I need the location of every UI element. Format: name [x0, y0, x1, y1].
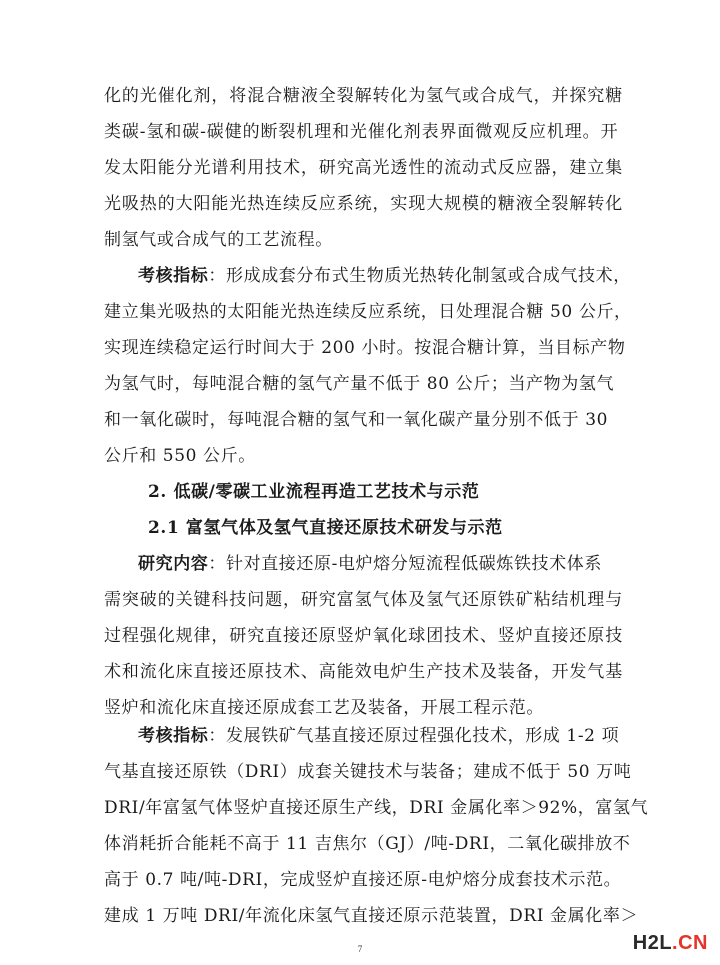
paragraph-photocatalysis [104, 78, 624, 258]
text-line: 化的光催化剂，将混合糖液全裂解转化为氢气或合成气，并探究糖 [104, 86, 624, 106]
text-line: 公斤和 550 公斤。 [104, 446, 256, 466]
text-line: 需突破的关键科技问题，研究富氢气体及氢气还原铁矿粘结机理与 [104, 590, 624, 610]
text-line: 过程强化规律，研究直接还原竖炉氧化球团技术、竖炉直接还原技 [104, 626, 624, 646]
section-heading: 2. 低碳/零碳工业流程再造工艺技术与示范 [148, 482, 480, 502]
text-line: 竖炉和流化床直接还原成套工艺及装备，开展工程示范。 [104, 698, 544, 718]
assessment-label: 考核指标 [138, 266, 209, 286]
text-line: 类碳-氢和碳-碳健的断裂机理和光催化剂表界面微观反应机理。开 [104, 122, 619, 142]
text-line: 高于 0.7 吨/吨-DRI，完成竖炉直接还原-电炉熔分成套技术示范。 [104, 870, 622, 890]
text-line: 气基直接还原铁（DRI）成套关键技术与装备；建成不低于 50 万吨 [104, 762, 632, 782]
subsection-heading: 2.1 富氢气体及氢气直接还原技术研发与示范 [148, 518, 503, 538]
text-line: 建成 1 万吨 DRI/年流化床氢气直接还原示范装置，DRI 金属化率＞ [104, 906, 639, 926]
text-line: 研究内容：针对直接还原-电炉熔分短流程低碳炼铁技术体系 [138, 554, 602, 574]
text-line: 体消耗折合能耗不高于 11 吉焦尔（GJ）/吨-DRI，二氧化碳排放不 [104, 834, 631, 854]
research-content-label: 研究内容 [138, 554, 209, 574]
paragraph-assessment-2 [104, 718, 649, 934]
text-line: 发太阳能分光谱利用技术，研究高光透性的流动式反应器，建立集 [104, 158, 624, 178]
text-line: 术和流化床直接还原技术、高能效电炉生产技术及装备，开发气基 [104, 662, 624, 682]
text-line: 制氢气或合成气的工艺流程。 [104, 230, 333, 250]
assessment-label: 考核指标 [138, 726, 209, 746]
text-line: 建立集光吸热的太阳能光热连续反应系统，日处理混合糖 50 公斤， [104, 302, 632, 322]
text-line: 考核指标：形成成套分布式生物质光热转化制氢或合成气技术， [138, 266, 631, 286]
text-line: DRI/年富氢气体竖炉直接还原生产线，DRI 金属化率＞92%，富氢气 [104, 798, 649, 818]
text-line: 实现连续稳定运行时间大于 200 小时。按混合糖计算，当目标产物 [104, 338, 626, 358]
paragraph-research-content [104, 546, 624, 726]
text-line: 考核指标：发展铁矿气基直接还原过程强化技术，形成 1-2 项 [138, 726, 620, 746]
site-watermark: H2L.CN [632, 932, 708, 954]
page-number: 7 [357, 944, 363, 954]
text-line: 光吸热的大阳能光热连续反应系统，实现大规模的糖液全裂解转化 [104, 194, 624, 214]
text-line: 为氢气时，每吨混合糖的氢气产量不低于 80 公斤；当产物为氢气 [104, 374, 615, 394]
text-line: 和一氧化碳时，每吨混合糖的氢气和一氧化碳产量分别不低于 30 [104, 410, 609, 430]
paragraph-assessment-1 [104, 258, 632, 474]
